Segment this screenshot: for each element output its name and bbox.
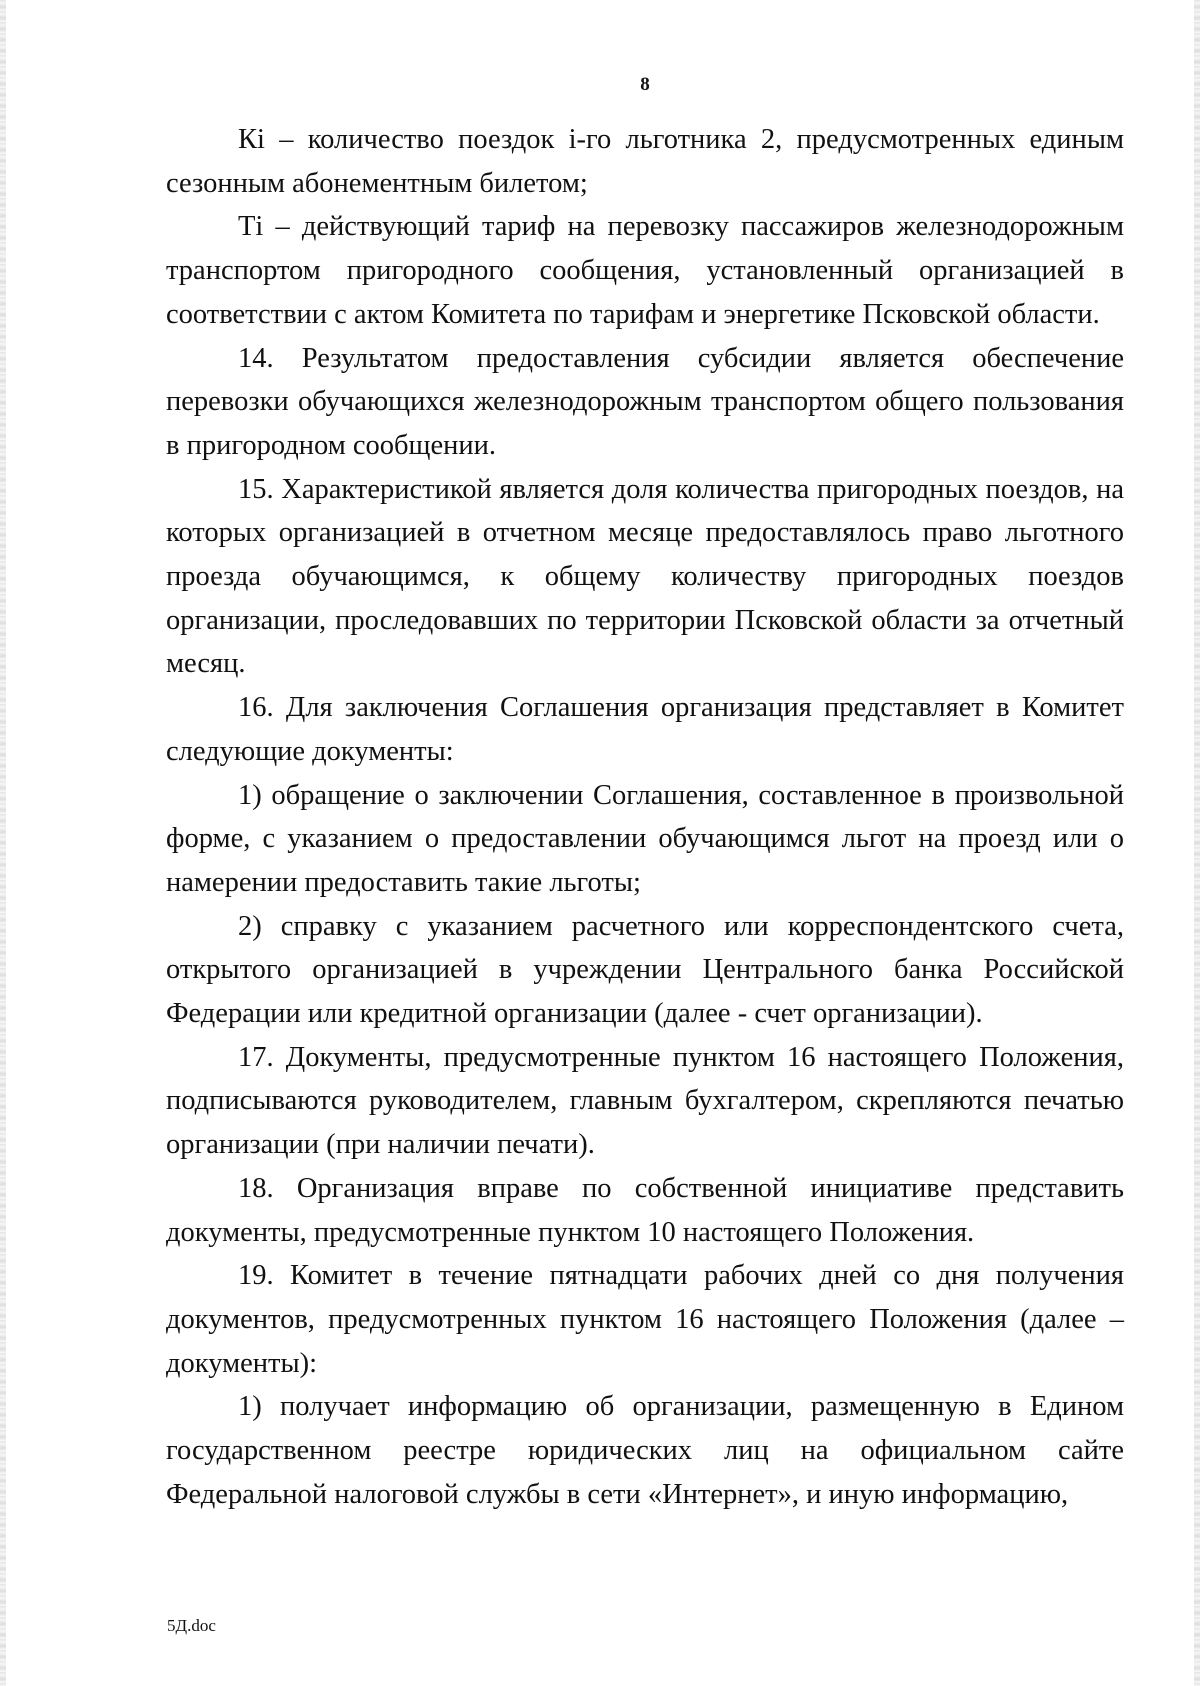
document-body: [166, 118, 1124, 1517]
paragraph-15: 15. Характеристикой является доля количества пригородных поездов, на которых организацией в отчетном месяце предоставлялось право льготного проезда обучающимся, к общему количеству пригородных поездов организации, проследовавших по территории Псковской области за отчетный месяц.: [166, 473, 1124, 680]
scan-edge-left: [0, 0, 6, 1686]
footer-filename: 5Д.doc: [167, 1616, 216, 1635]
paragraph-19: 19. Комитет в течение пятнадцати рабочих дней со дня получения документов, предусмотренных пунктом 16 настоящего Положения (далее – документы):: [166, 1260, 1124, 1379]
paragraph-16-item-1: 1) обращение о заключении Соглашения, составленное в произвольной форме, с указанием о предоставлении обучающимся льгот на проезд или о намерении предоставить такие льготы;: [166, 779, 1124, 898]
paragraph-14: 14. Результатом предоставления субсидии является обеспечение перевозки обучающихся железнодорожным транспортом общего пользования в пригородном сообщении.: [166, 342, 1124, 461]
paragraph-16-item-2: 2) справку с указанием расчетного или корреспондентского счета, открытого организацией в учреждении Центрального банка Российской Федерации или кредитной организации (далее - счет организации).: [166, 910, 1124, 1030]
paragraph-18: 18. Организация вправе по собственной инициативе представить документы, предусмотренные пунктом 10 настоящего Положения.: [166, 1172, 1124, 1248]
paragraph-19-item-1: 1) получает информацию об организации, размещенную в Едином государственном реестре юридических лиц на официальном сайте Федеральной налоговой службы в сети «Интернет», и иную информацию,: [166, 1391, 1124, 1510]
paragraph-ki-definition: Кi – количество поездок i-го льготника 2, предусмотренных единым сезонным абонементным билетом;: [166, 124, 1124, 199]
paragraph-ti-definition: Тi – действующий тариф на перевозку пассажиров железнодорожным транспортом пригородного сообщения, установленный организацией в соответствии с актом Комитета по тарифам и энергетике Псковской области.: [166, 211, 1124, 330]
page-number: [0, 74, 1200, 96]
scan-edge-right: [1194, 0, 1200, 1686]
page-number-text: 8: [640, 74, 650, 95]
paragraph-16: 16. Для заключения Соглашения организация представляет в Комитет следующие документы:: [166, 692, 1124, 767]
paragraph-17: 17. Документы, предусмотренные пунктом 16 настоящего Положения, подписываются руководителем, главным бухгалтером, скрепляются печатью организации (при наличии печати).: [166, 1041, 1124, 1161]
